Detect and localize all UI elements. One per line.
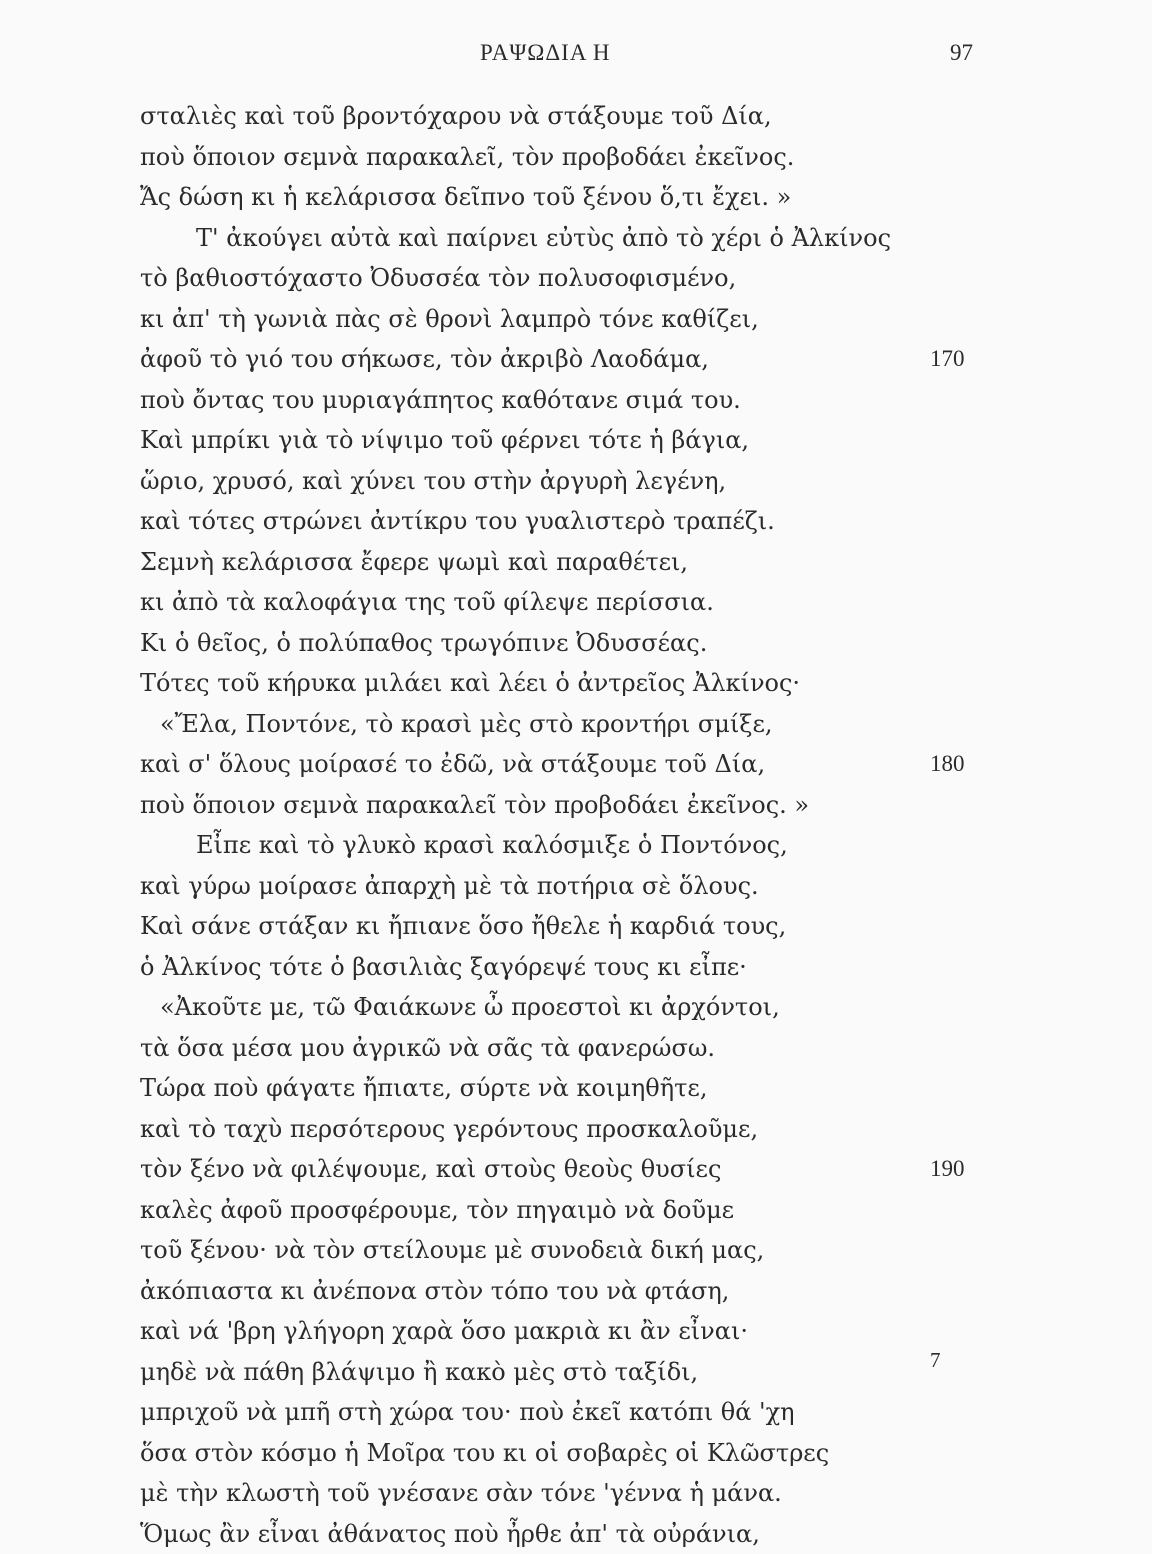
verse-line-text: τὸν ξένο νὰ φιλέψουμε, καὶ στοὺς θεοὺς θυσίες <box>140 1149 721 1190</box>
verse-line <box>140 339 1000 380</box>
verse-line <box>140 380 1000 421</box>
verse-line-text: μὲ τὴν κλωστὴ τοῦ γνέσανε σὰν τόνε 'γέννα ἡ μάνα. <box>140 1473 782 1514</box>
verse-line-text: Εἶπε καὶ τὸ γλυκὸ κρασὶ καλόσμιξε ὁ Ποντόνος, <box>140 825 788 866</box>
line-number: 190 <box>930 1149 965 1190</box>
verse-line <box>140 1473 1000 1514</box>
verse-line-text: κι ἀπὸ τὰ καλοφάγια της τοῦ φίλεψε περίσσια. <box>140 582 714 623</box>
verse-line <box>140 744 1000 785</box>
verse-line-text: Σεμνὴ κελάρισσα ἔφερε ψωμὶ καὶ παραθέτει, <box>140 542 688 583</box>
verse-line <box>140 1230 1000 1271</box>
verse-line-text: καὶ τότες στρώνει ἀντίκρυ του γυαλιστερὸ τραπέζι. <box>140 501 775 542</box>
verse-line <box>140 866 1000 907</box>
verse-line <box>140 987 1000 1028</box>
verse-line <box>140 1514 1000 1554</box>
running-head <box>0 40 1152 74</box>
verse-line <box>140 461 1000 502</box>
verse-line <box>140 137 1000 178</box>
verse-line <box>140 663 1000 704</box>
verse-line-text: τὸ βαθιοστόχαστο Ὀδυσσέα τὸν πολυσοφισμένο, <box>140 258 736 299</box>
verse-line <box>140 218 1000 259</box>
verse-line <box>140 258 1000 299</box>
verse-line <box>140 582 1000 623</box>
verse-line <box>140 96 1000 137</box>
verse-line <box>140 1311 1000 1352</box>
verse-line-text: ἀκόπιαστα κι ἀνέπονα στὸν τόπο του νὰ φτάση, <box>140 1271 729 1312</box>
verse-line <box>140 1068 1000 1109</box>
verse-line-text: τοῦ ξένου· νὰ τὸν στείλουμε μὲ συνοδειὰ δική μας, <box>140 1230 764 1271</box>
verse-line-text: τὰ ὅσα μέσα μου ἀγρικῶ νὰ σᾶς τὰ φανερώσω. <box>140 1028 715 1069</box>
verse-line <box>140 420 1000 461</box>
verse-line-text: ὥριο, χρυσό, καὶ χύνει του στὴν ἀργυρὴ λεγένη, <box>140 461 726 502</box>
verse-line <box>140 825 1000 866</box>
verse-line-text: καὶ σ' ὅλους μοίρασέ το ἐδῶ, νὰ στάξουμε τοῦ Δία, <box>140 744 765 785</box>
verse-line-text: Τότες τοῦ κήρυκα μιλάει καὶ λέει ὁ ἀντρεῖος Ἀλκίνος· <box>140 663 800 704</box>
verse-line-text: καὶ τὸ ταχὺ περσότερους γερόντους προσκαλοῦμε, <box>140 1109 758 1150</box>
verse-block <box>140 96 1000 1554</box>
verse-line-text: ποὺ ὅποιον σεμνὰ παρακαλεῖ τὸν προβοδάει ἐκεῖνος. » <box>140 785 809 826</box>
verse-line <box>140 501 1000 542</box>
verse-line-text: μπριχοῦ νὰ μπῆ στὴ χώρα του· ποὺ ἐκεῖ κατόπι θά 'χη <box>140 1392 795 1433</box>
verse-line-text: Τ' ἀκούγει αὐτὰ καὶ παίρνει εὐτὺς ἀπὸ τὸ χέρι ὁ Ἀλκίνος <box>140 218 891 259</box>
verse-line <box>140 623 1000 664</box>
verse-line <box>140 542 1000 583</box>
verse-line-text: Καὶ μπρίκι γιὰ τὸ νίψιμο τοῦ φέρνει τότε ἡ βάγια, <box>140 420 749 461</box>
verse-line <box>140 1028 1000 1069</box>
verse-line <box>140 1109 1000 1150</box>
verse-line-text: καὶ γύρω μοίρασε ἀπαρχὴ μὲ τὰ ποτήρια σὲ ὅλους. <box>140 866 759 907</box>
verse-line <box>140 906 1000 947</box>
verse-line <box>140 1352 1000 1393</box>
verse-line-text: ποὺ ὄντας του μυριαγάπητος καθότανε σιμά του. <box>140 380 741 421</box>
page-number: 97 <box>950 40 973 66</box>
verse-line <box>140 1271 1000 1312</box>
verse-line-text: «Ἀκοῦτε με, τῶ Φαιάκωνε ὦ προεστοὶ κι ἀρχόντοι, <box>140 987 780 1028</box>
verse-line-text: καλὲς ἀφοῦ προσφέρουμε, τὸν πηγαιμὸ νὰ δοῦμε <box>140 1190 734 1231</box>
verse-line-text: ἀφοῦ τὸ γιό του σήκωσε, τὸν ἀκριβὸ Λαοδάμα, <box>140 339 709 380</box>
verse-line-text: ὁ Ἀλκίνος τότε ὁ βασιλιὰς ξαγόρεψέ τους κι εἶπε· <box>140 947 747 988</box>
verse-line-text: ποὺ ὅποιον σεμνὰ παρακαλεῖ, τὸν προβοδάει ἐκεῖνος. <box>140 137 794 178</box>
verse-line <box>140 177 1000 218</box>
verse-line-text: Τώρα ποὺ φάγατε ἤπιατε, σύρτε νὰ κοιμηθῆτε, <box>140 1068 707 1109</box>
verse-line-text: Ὅμως ἂν εἶναι ἀθάνατος ποὺ ἦρθε ἀπ' τὰ οὐράνια, <box>140 1514 760 1554</box>
running-title: ΡΑΨΩΔΙΑ Η <box>480 40 611 66</box>
verse-line <box>140 299 1000 340</box>
signature-mark: 7 <box>930 1348 941 1373</box>
line-number: 180 <box>930 744 965 785</box>
verse-line <box>140 785 1000 826</box>
line-number: 170 <box>930 339 965 380</box>
verse-line-text: ὅσα στὸν κόσμο ἡ Μοῖρα του κι οἱ σοβαρὲς οἱ Κλῶστρες <box>140 1433 829 1474</box>
verse-line <box>140 1190 1000 1231</box>
verse-line-text: σταλιὲς καὶ τοῦ βροντόχαρου νὰ στάξουμε τοῦ Δία, <box>140 96 772 137</box>
verse-line <box>140 1149 1000 1190</box>
verse-line <box>140 704 1000 745</box>
verse-line <box>140 1433 1000 1474</box>
verse-line-text: Ἄς δώση κι ἡ κελάρισσα δεῖπνο τοῦ ξένου ὅ,τι ἔχει. » <box>140 177 791 218</box>
verse-line <box>140 1392 1000 1433</box>
verse-line-text: Καὶ σάνε στάξαν κι ἤπιανε ὅσο ἤθελε ἡ καρδιά τους, <box>140 906 786 947</box>
verse-line-text: Κι ὁ θεῖος, ὁ πολύπαθος τρωγόπινε Ὀδυσσέας. <box>140 623 707 664</box>
verse-line-text: μηδὲ νὰ πάθη βλάψιμο ἢ κακὸ μὲς στὸ ταξίδι, <box>140 1352 698 1393</box>
verse-line <box>140 947 1000 988</box>
verse-line-text: καὶ νά 'βρη γλήγορη χαρὰ ὅσο μακριὰ κι ἂν εἶναι· <box>140 1311 748 1352</box>
verse-line-text: «Ἔλα, Ποντόνε, τὸ κρασὶ μὲς στὸ κροντήρι σμίξε, <box>140 704 773 745</box>
verse-line-text: κι ἀπ' τὴ γωνιὰ πὰς σὲ θρονὶ λαμπρὸ τόνε καθίζει, <box>140 299 759 340</box>
